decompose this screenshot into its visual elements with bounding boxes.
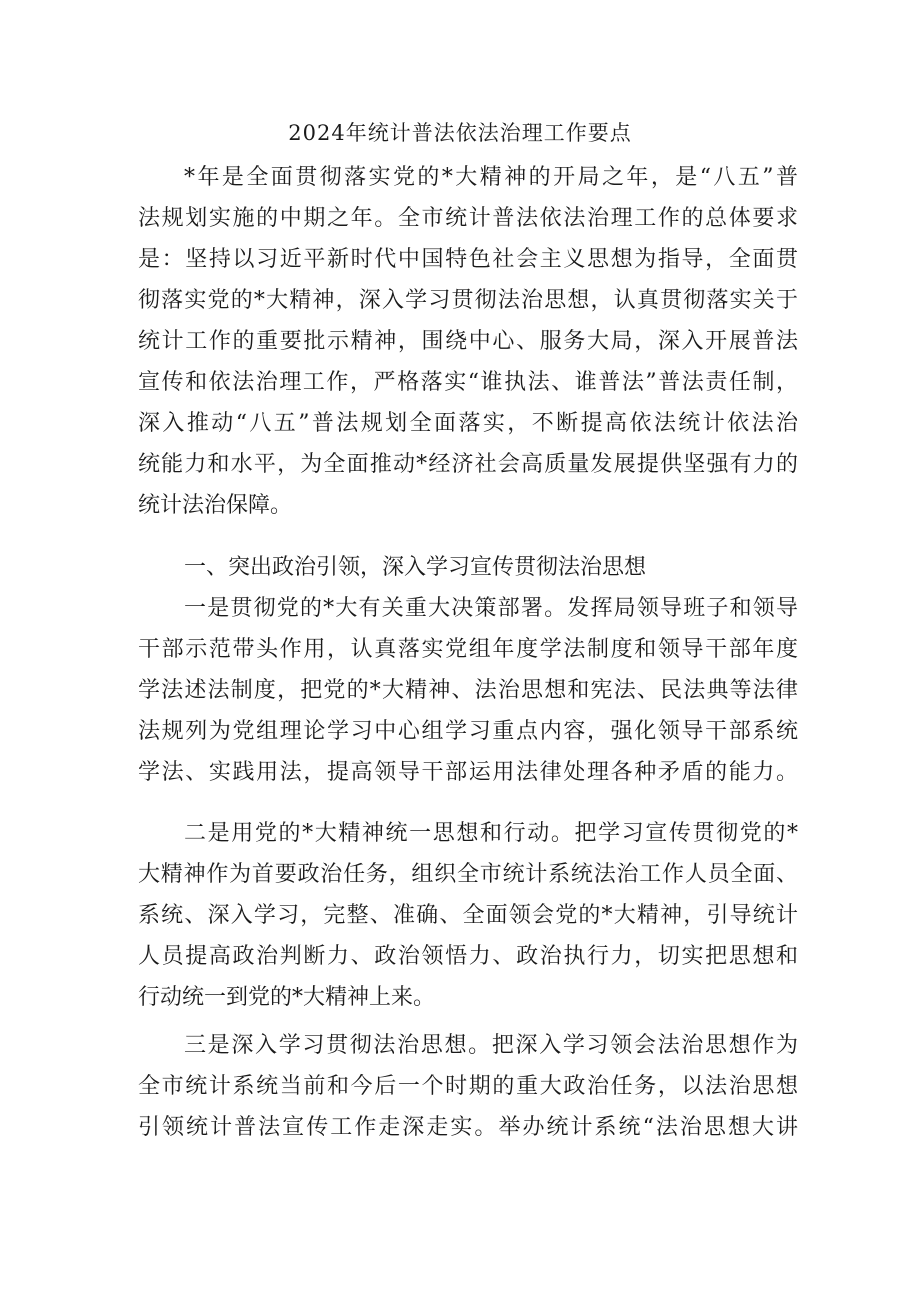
paragraph-line: 统计法治保障。 bbox=[138, 493, 293, 518]
paragraph-line: 学法述法制度，把党的*大精神、法治思想和宪法、民法典等法律 bbox=[138, 678, 798, 703]
paragraph-line: 二是用党的*大精神统一思想和行动。把学习宣传贯彻党的* bbox=[184, 821, 798, 846]
paragraph-line: 大精神作为首要政治任务，组织全市统计系统法治工作人员全面、 bbox=[138, 862, 798, 887]
paragraph-line: 法规列为党组理论学习中心组学习重点内容，强化领导干部系统 bbox=[138, 719, 798, 744]
paragraph-line: 宣传和依法治理工作，严格落实“谁执法、谁普法”普法责任制， bbox=[138, 370, 798, 395]
paragraph-line: 三是深入学习贯彻法治思想。把深入学习领会法治思想作为 bbox=[184, 1033, 798, 1058]
paragraph-line: 系统、深入学习，完整、准确、全面领会党的*大精神，引导统计 bbox=[138, 903, 798, 928]
paragraph-line: 统能力和水平，为全面推动*经济社会高质量发展提供坚强有力的 bbox=[138, 452, 798, 477]
paragraph-line: 统计工作的重要批示精神，围绕中心、服务大局，深入开展普法 bbox=[138, 329, 798, 354]
paragraph-line: 学法、实践用法，提高领导干部运用法律处理各种矛盾的能力。 bbox=[138, 760, 798, 785]
paragraph-line: 行动统一到党的*大精神上来。 bbox=[138, 985, 436, 1010]
paragraph-line: 一是贯彻党的*大有关重大决策部署。发挥局领导班子和领导 bbox=[184, 596, 798, 621]
paragraph-line: 深入推动“八五”普法规划全面落实，不断提高依法统计依法治 bbox=[138, 411, 798, 436]
paragraph-line: 法规划实施的中期之年。全市统计普法依法治理工作的总体要求 bbox=[138, 206, 798, 231]
document-title: 2024年统计普法依法治理工作要点 bbox=[288, 121, 632, 145]
section-heading: 一、突出政治引领，深入学习宣传贯彻法治思想 bbox=[184, 555, 647, 580]
paragraph-line: 人员提高政治判断力、政治领悟力、政治执行力，切实把思想和 bbox=[138, 944, 798, 969]
paragraph-line: *年是全面贯彻落实党的*大精神的开局之年，是“八五”普 bbox=[184, 165, 798, 190]
paragraph-line: 彻落实党的*大精神，深入学习贯彻法治思想，认真贯彻落实关于 bbox=[138, 288, 798, 313]
paragraph-line: 干部示范带头作用，认真落实党组年度学法制度和领导干部年度 bbox=[138, 637, 798, 662]
paragraph-line: 引领统计普法宣传工作走深走实。举办统计系统“法治思想大讲 bbox=[138, 1115, 798, 1140]
paragraph-line: 全市统计系统当前和今后一个时期的重大政治任务，以法治思想 bbox=[138, 1074, 798, 1099]
paragraph-line: 是：坚持以习近平新时代中国特色社会主义思想为指导，全面贯 bbox=[138, 247, 798, 272]
